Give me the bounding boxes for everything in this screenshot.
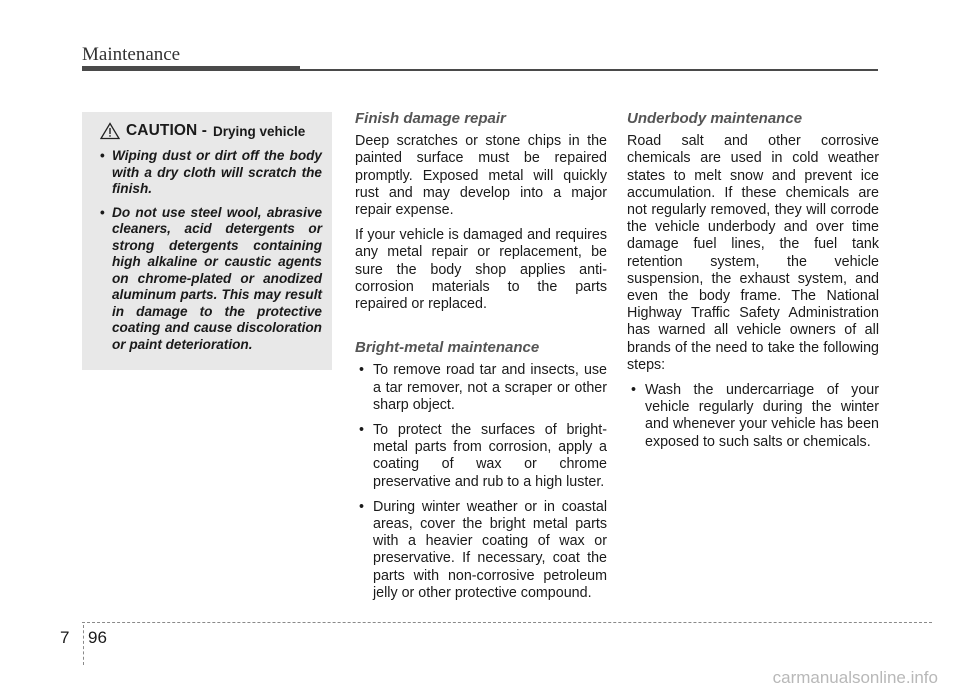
caution-item: • Do not use steel wool, abrasive cleaners, acid detergents or strong detergents containing high alkaline or caustic agents on chrome-plated or anodized aluminum parts. This may result in damage to the protective coating and cause discoloration or paint deterioration. (94, 205, 322, 354)
caution-box (82, 112, 332, 370)
page-number-separator (83, 625, 84, 665)
underbody-item: • Wash the undercarriage of your vehicle regularly during the winter and whenever your vehicle has been exposed to such salts or chemicals. (627, 382, 879, 451)
underbody-paragraph: Road salt and other corrosive chemicals are used in cold weather states to melt snow and prevent ice accumulation. If these chemicals are not regularly removed, they will corrode the vehicle underbody and over time damage fuel lines, the fuel tank retention system, the vehicle suspension, the exhaust system, and even the body frame. The National Highway Traffic Safety Administration has warned all vehicle owners of all brands of the need to take the following steps: (627, 133, 879, 373)
bright-item: • To remove road tar and insects, use a tar remover, not a scraper or other sharp object. (355, 362, 607, 414)
bright-item: • During winter weather or in coastal areas, cover the bright metal parts with a heavier coating of wax or preservative. If necessary, coat the parts with non-corrosive petroleum jelly or other protective compound. (355, 499, 607, 602)
page-number: 96 (88, 628, 107, 647)
bright-list (355, 362, 607, 602)
finish-paragraph: Deep scratches or stone chips in the painted surface must be repaired promptly. Exposed metal will quickly rust and may develop into a major repair expense. (355, 133, 607, 219)
caution-item: • Wiping dust or dirt off the body with a dry cloth will scratch the finish. (94, 148, 322, 198)
right-column (627, 110, 879, 459)
caution-subtitle: Drying vehicle (212, 123, 306, 139)
underbody-heading: Underbody maintenance (627, 110, 803, 127)
bright-item: • To protect the surfaces of bright-metal parts from corrosion, apply a coating of wax or chrome preservative and rub to a high luster. (355, 422, 607, 491)
bright-heading: Bright-metal maintenance (355, 339, 540, 357)
warning-triangle-icon (100, 122, 120, 140)
middle-column (355, 110, 607, 610)
caution-title: CAUTION - (126, 122, 207, 139)
watermark: carmanualsonline.info (772, 668, 938, 687)
caution-list (94, 148, 322, 353)
underbody-list (627, 382, 879, 451)
finish-paragraph: If your vehicle is damaged and requires any metal repair or replacement, be sure the body shop applies anti-corrosion materials to the parts repaired or replaced. (355, 227, 607, 313)
footer-rule (82, 622, 932, 623)
finish-heading: Finish damage repair (355, 110, 506, 127)
section-title: Maintenance (82, 44, 181, 65)
chapter-number: 7 (60, 628, 70, 647)
caution-header (100, 122, 322, 140)
header-rule-thin (300, 69, 878, 71)
header-rule-thick (82, 66, 300, 71)
